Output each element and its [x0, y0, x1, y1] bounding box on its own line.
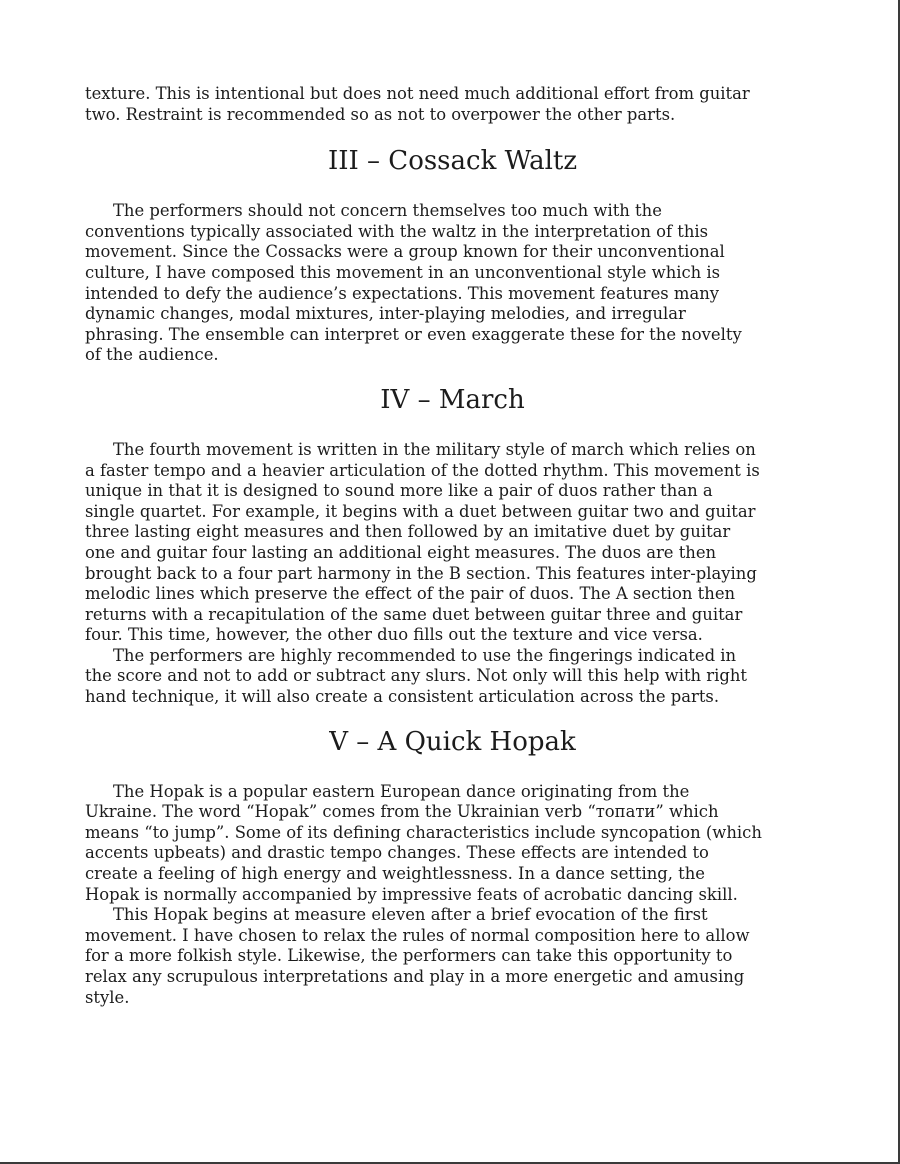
cossack-waltz-paragraph-1	[85, 201, 820, 366]
text-line: means “to jump”. Some of its defining characteristics include syncopation (which	[85, 822, 762, 842]
document-body	[85, 84, 820, 1008]
text-line: brought back to a four part harmony in the B section. This features inter-playing	[85, 563, 757, 583]
text-line: accents upbeats) and drastic tempo changes. These effects are intended to	[85, 843, 709, 863]
text-line: of the audience.	[85, 345, 219, 365]
section-heading-cossack-waltz: III – Cossack Waltz	[327, 146, 578, 177]
text-line: dynamic changes, modal mixtures, inter-playing melodies, and irregular	[85, 304, 686, 324]
text-line: conventions typically associated with the waltz in the interpretation of this	[85, 221, 709, 241]
text-line: relax any scrupulous interpretations and play in a more energetic and amusing	[85, 967, 745, 986]
text-line: four. This time, however, the other duo fills out the texture and vice versa.	[85, 625, 703, 645]
text-line: unique in that it is designed to sound more like a pair of duos rather than a	[85, 481, 713, 501]
text-line: three lasting eight measures and then followed by an imitative duet by guitar	[85, 522, 731, 542]
text-line: culture, I have composed this movement in an unconventional style which is	[85, 262, 721, 282]
text-line: the score and not to add or subtract any slurs. Not only will this help with right	[85, 666, 748, 686]
text-line: hand technique, it will also create a consistent articulation across the parts.	[85, 687, 720, 707]
section-heading-march: IV – March	[380, 384, 525, 415]
text-line: movement. I have chosen to relax the rules of normal composition here to allow	[85, 925, 750, 945]
text-line: texture. This is intentional but does not need much additional effort from guitar	[85, 84, 750, 103]
march-paragraph-1	[85, 440, 820, 646]
text-line: This Hopak begins at measure eleven after a brief evocation of the first	[113, 905, 708, 925]
text-line: a faster tempo and a heavier articulation of the dotted rhythm. This movement is	[85, 460, 760, 480]
text-line: The performers are highly recommended to use the fingerings indicated in	[113, 645, 737, 665]
text-line: single quartet. For example, it begins with a duet between guitar two and guitar	[85, 501, 756, 521]
text-line: create a feeling of high energy and weightlessness. In a dance setting, the	[85, 864, 706, 884]
section-heading-quick-hopak: V – A Quick Hopak	[329, 726, 576, 757]
text-line: phrasing. The ensemble can interpret or even exaggerate these for the novelty	[85, 324, 742, 344]
march-paragraph-2	[85, 646, 820, 708]
text-line: The performers should not concern themselves too much with the	[113, 201, 662, 221]
text-line: two. Restraint is recommended so as not to overpower the other parts.	[85, 104, 676, 124]
text-line: movement. Since the Cossacks were a group known for their unconventional	[85, 242, 725, 262]
text-line: The fourth movement is written in the military style of march which relies on	[113, 439, 756, 459]
intro-paragraph	[85, 84, 820, 125]
text-line: for a more folkish style. Likewise, the performers can take this opportunity to	[85, 946, 733, 966]
hopak-paragraph-1	[85, 782, 820, 906]
text-line: melodic lines which preserve the effect of the pair of duos. The A section then	[85, 584, 736, 604]
text-line: Ukraine. The word “Hopak” comes from the Ukrainian verb “топати” which	[85, 802, 719, 822]
hopak-paragraph-2	[85, 905, 820, 1008]
text-line: The Hopak is a popular eastern European dance originating from the	[113, 781, 690, 801]
text-line: Hopak is normally accompanied by impressive feats of acrobatic dancing skill.	[85, 884, 738, 904]
text-line: intended to defy the audience’s expectations. This movement features many	[85, 283, 720, 303]
text-line: style.	[85, 987, 130, 1007]
text-line: one and guitar four lasting an additional eight measures. The duos are then	[85, 542, 717, 562]
text-line: returns with a recapitulation of the same duet between guitar three and guitar	[85, 604, 743, 624]
